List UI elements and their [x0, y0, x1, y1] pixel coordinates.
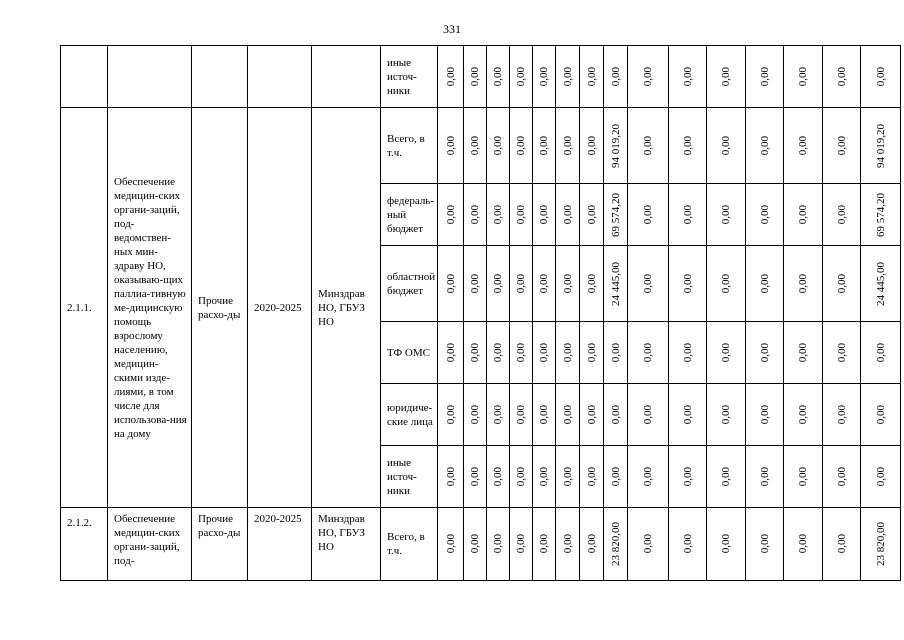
value-cell [628, 184, 669, 246]
value-cell [556, 508, 580, 581]
value-text: 0,00 [444, 204, 457, 225]
value-text: 0,00 [469, 135, 481, 156]
value-text: 0,00 [561, 273, 574, 294]
value-cell [510, 446, 533, 508]
value-text: 0,00 [642, 534, 654, 554]
executor-cell [312, 46, 381, 108]
value-text: 0,00 [469, 466, 481, 487]
value-text: 0,00 [515, 534, 527, 554]
period-cell [248, 46, 312, 108]
value-cell [861, 384, 901, 446]
value-cell [784, 384, 823, 446]
value-text: 0,00 [609, 66, 622, 87]
value-text: 0,00 [874, 404, 887, 425]
value-cell [510, 508, 533, 581]
value-text: 0,00 [444, 534, 457, 554]
value-cell [861, 322, 901, 384]
code-cell: 2.1.2. [61, 508, 108, 581]
value-cell [438, 446, 464, 508]
value-cell [604, 384, 628, 446]
value-text: 0,00 [444, 466, 457, 487]
value-cell [580, 508, 604, 581]
value-text: 0,00 [515, 204, 527, 225]
value-text: 69 574,20 [609, 192, 622, 237]
value-text: 0,00 [469, 404, 481, 425]
value-cell [823, 246, 861, 322]
value-cell [533, 322, 556, 384]
value-cell [823, 384, 861, 446]
funding-source-cell: иные источ-ники [381, 446, 438, 508]
funding-source-cell: областной бюджет [381, 246, 438, 322]
value-cell [580, 322, 604, 384]
value-text: 0,00 [561, 66, 574, 87]
value-cell [487, 322, 510, 384]
description-cell: Обеспечение медицин-ских органи-заций, под- [108, 508, 192, 581]
value-cell [784, 446, 823, 508]
value-text: 0,00 [681, 342, 694, 363]
value-cell [556, 446, 580, 508]
value-cell [628, 246, 669, 322]
funding-source-cell: федераль-ный бюджет [381, 184, 438, 246]
value-text: 0,00 [444, 342, 457, 363]
value-text: 24 445,00 [874, 261, 887, 306]
value-text: 0,00 [492, 66, 504, 87]
value-text: 0,00 [492, 534, 504, 554]
value-text: 0,00 [515, 273, 527, 294]
value-text: 0,00 [538, 534, 550, 554]
value-cell [746, 384, 784, 446]
value-cell [861, 46, 901, 108]
value-text: 0,00 [642, 466, 654, 487]
value-cell [604, 446, 628, 508]
value-text: 0,00 [642, 66, 654, 87]
period-cell: 2020-2025 [248, 508, 312, 581]
executor-cell: Минздрав НО, ГБУЗ НО [312, 108, 381, 508]
value-text: 0,00 [492, 135, 504, 156]
value-text: 0,00 [585, 404, 598, 425]
value-cell [556, 246, 580, 322]
value-text: 0,00 [720, 204, 732, 225]
value-cell [580, 184, 604, 246]
value-cell [823, 46, 861, 108]
value-text: 0,00 [797, 135, 809, 156]
value-text: 0,00 [720, 66, 732, 87]
value-cell [669, 46, 707, 108]
value-cell [533, 246, 556, 322]
value-cell [746, 446, 784, 508]
value-cell [861, 184, 901, 246]
value-cell [707, 322, 746, 384]
value-cell [746, 184, 784, 246]
expense-type-cell [192, 46, 248, 108]
value-cell [556, 184, 580, 246]
value-text: 0,00 [874, 342, 887, 363]
table-row [61, 508, 901, 581]
value-cell [438, 108, 464, 184]
value-cell [533, 384, 556, 446]
value-cell [487, 446, 510, 508]
description-cell: Обеспечение медицин-ских органи-заций, под-ведомствен-ных мин-здраву НО, оказываю-щих паллиа-тивную ме-дицинскую помощь взрослому населению, медицин-скими изде-лиями, в том числе для использова-ния на дому [108, 108, 192, 508]
value-cell [628, 46, 669, 108]
value-text: 0,00 [642, 273, 654, 294]
value-cell [707, 508, 746, 581]
value-cell [628, 108, 669, 184]
value-cell [861, 446, 901, 508]
value-cell [464, 46, 487, 108]
value-text: 0,00 [492, 204, 504, 225]
value-cell [533, 508, 556, 581]
value-text: 94 019,20 [609, 123, 622, 168]
value-text: 0,00 [758, 404, 771, 425]
value-text: 0,00 [561, 534, 574, 554]
value-text: 0,00 [835, 273, 848, 294]
value-cell [533, 446, 556, 508]
value-text: 0,00 [797, 404, 809, 425]
value-text: 0,00 [538, 273, 550, 294]
value-text: 23 820,00 [874, 522, 887, 566]
value-cell [707, 246, 746, 322]
value-cell [438, 508, 464, 581]
value-cell [464, 508, 487, 581]
value-cell [464, 184, 487, 246]
value-cell [510, 322, 533, 384]
value-cell [604, 322, 628, 384]
value-text: 0,00 [797, 204, 809, 225]
value-cell [784, 184, 823, 246]
value-text: 0,00 [681, 273, 694, 294]
value-cell [604, 184, 628, 246]
value-text: 0,00 [720, 273, 732, 294]
description-cell [108, 46, 192, 108]
value-cell [556, 46, 580, 108]
value-cell [487, 384, 510, 446]
value-text: 0,00 [585, 66, 598, 87]
value-cell [628, 508, 669, 581]
value-text: 0,00 [585, 534, 598, 554]
value-cell [487, 246, 510, 322]
value-text: 0,00 [469, 66, 481, 87]
value-text: 0,00 [642, 135, 654, 156]
funding-source-cell: ТФ ОМС [381, 322, 438, 384]
value-cell [604, 46, 628, 108]
value-cell [746, 246, 784, 322]
expense-type-cell: Прочие расхо-ды [192, 508, 248, 581]
value-text: 0,00 [469, 534, 481, 554]
value-text: 0,00 [835, 534, 848, 554]
funding-source-cell: юридиче-ские лица [381, 384, 438, 446]
value-cell [628, 384, 669, 446]
value-text: 0,00 [758, 342, 771, 363]
value-text: 0,00 [538, 135, 550, 156]
table-row [61, 108, 901, 184]
value-cell [556, 322, 580, 384]
value-text: 0,00 [874, 66, 887, 87]
value-cell [438, 184, 464, 246]
value-cell [604, 508, 628, 581]
value-cell [707, 384, 746, 446]
value-text: 0,00 [835, 404, 848, 425]
value-text: 0,00 [538, 66, 550, 87]
value-cell [669, 446, 707, 508]
value-cell [510, 108, 533, 184]
value-cell [784, 46, 823, 108]
value-text: 0,00 [585, 466, 598, 487]
value-text: 0,00 [492, 466, 504, 487]
value-cell [533, 46, 556, 108]
value-text: 0,00 [444, 273, 457, 294]
value-cell [487, 184, 510, 246]
value-cell [464, 384, 487, 446]
executor-cell: Минздрав НО, ГБУЗ НО [312, 508, 381, 581]
value-text: 0,00 [515, 66, 527, 87]
value-text: 0,00 [835, 466, 848, 487]
value-text: 0,00 [720, 342, 732, 363]
value-cell [510, 384, 533, 446]
value-text: 0,00 [538, 466, 550, 487]
value-cell [464, 322, 487, 384]
value-cell [628, 446, 669, 508]
value-text: 0,00 [561, 204, 574, 225]
value-text: 0,00 [515, 342, 527, 363]
value-text: 0,00 [469, 342, 481, 363]
code-cell: 2.1.1. [61, 108, 108, 508]
value-text: 24 445,00 [609, 261, 622, 306]
funding-source-cell: Всего, в т.ч. [381, 108, 438, 184]
value-text: 0,00 [469, 273, 481, 294]
value-cell [669, 184, 707, 246]
value-text: 0,00 [642, 204, 654, 225]
value-text: 0,00 [681, 66, 694, 87]
value-text: 0,00 [797, 66, 809, 87]
value-text: 0,00 [720, 404, 732, 425]
value-text: 0,00 [681, 204, 694, 225]
value-text: 0,00 [835, 204, 848, 225]
value-cell [746, 46, 784, 108]
value-cell [861, 108, 901, 184]
value-text: 0,00 [835, 135, 848, 156]
value-text: 0,00 [444, 404, 457, 425]
value-cell [784, 508, 823, 581]
value-text: 0,00 [492, 404, 504, 425]
value-text: 0,00 [758, 204, 771, 225]
value-cell [707, 46, 746, 108]
value-cell [464, 108, 487, 184]
value-cell [464, 446, 487, 508]
value-text: 0,00 [444, 66, 457, 87]
value-cell [669, 508, 707, 581]
value-cell [784, 246, 823, 322]
value-text: 0,00 [720, 534, 732, 554]
value-cell [604, 246, 628, 322]
value-text: 0,00 [515, 135, 527, 156]
value-cell [669, 246, 707, 322]
value-text: 0,00 [561, 404, 574, 425]
value-cell [438, 384, 464, 446]
value-cell [580, 108, 604, 184]
value-cell [510, 246, 533, 322]
value-text: 0,00 [538, 342, 550, 363]
value-cell [533, 108, 556, 184]
value-text: 0,00 [758, 273, 771, 294]
value-text: 0,00 [515, 404, 527, 425]
value-cell [510, 46, 533, 108]
value-cell [510, 184, 533, 246]
value-text: 0,00 [444, 135, 457, 156]
value-cell [746, 322, 784, 384]
value-text: 0,00 [538, 204, 550, 225]
value-text: 0,00 [758, 66, 771, 87]
value-text: 0,00 [585, 135, 598, 156]
value-text: 0,00 [797, 466, 809, 487]
value-cell [556, 108, 580, 184]
value-cell [669, 322, 707, 384]
value-text: 0,00 [758, 534, 771, 554]
value-text: 0,00 [561, 466, 574, 487]
value-cell [533, 184, 556, 246]
value-text: 0,00 [835, 342, 848, 363]
value-cell [823, 446, 861, 508]
table-body [61, 46, 901, 581]
value-cell [823, 508, 861, 581]
value-cell [861, 246, 901, 322]
value-text: 0,00 [720, 466, 732, 487]
value-cell [556, 384, 580, 446]
value-text: 69 574,20 [874, 192, 887, 237]
value-text: 0,00 [609, 466, 622, 487]
expense-type-cell: Прочие расхо-ды [192, 108, 248, 508]
value-text: 0,00 [681, 404, 694, 425]
value-text: 0,00 [797, 342, 809, 363]
value-cell [784, 108, 823, 184]
value-cell [784, 322, 823, 384]
value-text: 0,00 [797, 534, 809, 554]
value-text: 0,00 [681, 534, 694, 554]
value-text: 0,00 [609, 342, 622, 363]
value-cell [746, 508, 784, 581]
value-text: 94 019,20 [874, 123, 887, 168]
value-text: 0,00 [758, 135, 771, 156]
value-text: 0,00 [642, 342, 654, 363]
value-text: 23 820,00 [609, 522, 622, 566]
value-cell [823, 108, 861, 184]
value-text: 0,00 [835, 66, 848, 87]
value-cell [823, 184, 861, 246]
value-text: 0,00 [797, 273, 809, 294]
value-cell [580, 384, 604, 446]
value-cell [861, 508, 901, 581]
value-text: 0,00 [609, 404, 622, 425]
value-text: 0,00 [642, 404, 654, 425]
value-cell [823, 322, 861, 384]
value-cell [669, 108, 707, 184]
value-text: 0,00 [874, 466, 887, 487]
value-cell [487, 108, 510, 184]
value-cell [438, 246, 464, 322]
value-cell [669, 384, 707, 446]
value-text: 0,00 [561, 135, 574, 156]
value-cell [604, 108, 628, 184]
value-cell [580, 446, 604, 508]
value-text: 0,00 [681, 466, 694, 487]
page-number: 331 [443, 22, 461, 36]
value-text: 0,00 [585, 204, 598, 225]
value-cell [580, 246, 604, 322]
value-text: 0,00 [561, 342, 574, 363]
funding-source-cell: иные источ-ники [381, 46, 438, 108]
value-text: 0,00 [720, 135, 732, 156]
table-row [61, 46, 901, 108]
value-cell [746, 108, 784, 184]
value-text: 0,00 [469, 204, 481, 225]
value-cell [707, 108, 746, 184]
value-cell [487, 46, 510, 108]
value-cell [438, 46, 464, 108]
value-cell [580, 46, 604, 108]
value-text: 0,00 [758, 466, 771, 487]
value-text: 0,00 [538, 404, 550, 425]
value-text: 0,00 [681, 135, 694, 156]
budget-table [60, 45, 901, 581]
code-cell [61, 46, 108, 108]
period-cell: 2020-2025 [248, 108, 312, 508]
value-cell [438, 322, 464, 384]
value-cell [487, 508, 510, 581]
value-cell [707, 184, 746, 246]
value-text: 0,00 [585, 273, 598, 294]
value-text: 0,00 [492, 342, 504, 363]
value-cell [464, 246, 487, 322]
value-cell [707, 446, 746, 508]
value-text: 0,00 [492, 273, 504, 294]
value-cell [628, 322, 669, 384]
value-text: 0,00 [585, 342, 598, 363]
value-text: 0,00 [515, 466, 527, 487]
funding-source-cell: Всего, в т.ч. [381, 508, 438, 581]
